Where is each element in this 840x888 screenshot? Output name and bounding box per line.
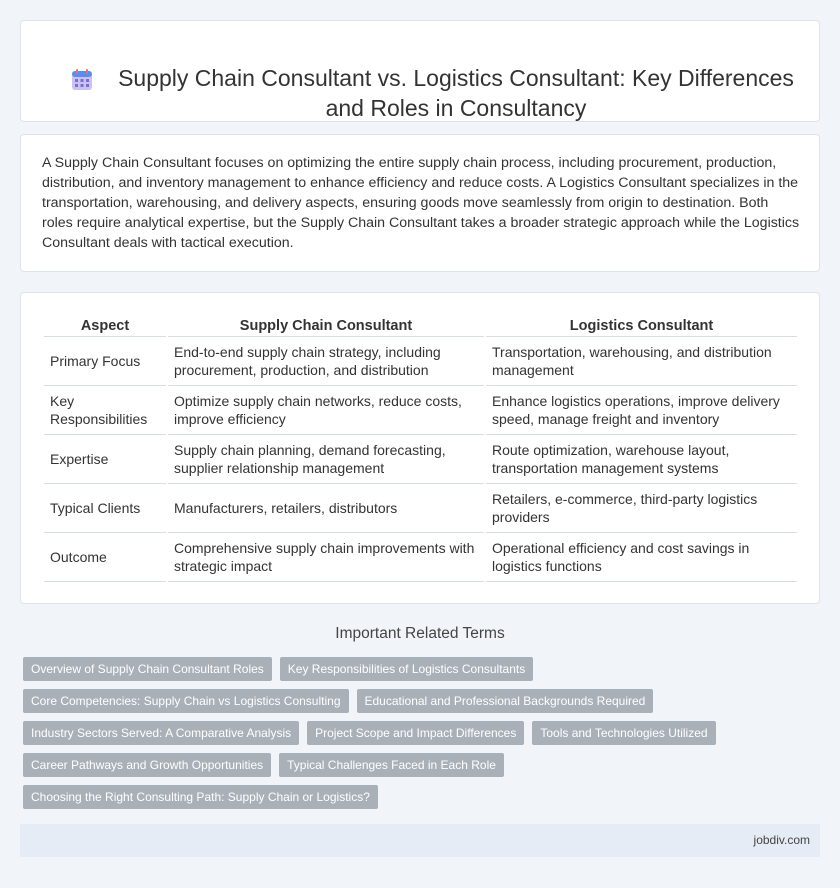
- related-term-tag[interactable]: Project Scope and Impact Differences: [307, 721, 524, 745]
- table-header-row: [44, 313, 797, 337]
- logistics-cell: Enhance logistics operations, improve delivery speed, manage freight and inventory: [486, 386, 797, 435]
- related-term-tag[interactable]: Industry Sectors Served: A Comparative Analysis: [23, 721, 299, 745]
- term-row: [23, 657, 823, 681]
- logistics-cell: Transportation, warehousing, and distribution management: [486, 337, 797, 386]
- summary-text: A Supply Chain Consultant focuses on optimizing the entire supply chain process, including procurement, production, distribution, and inventory management to enhance efficiency and reduce costs. A Logistics Consultant specializes in the transportation, warehousing, and delivery aspects, ensuring goods move seamlessly from origin to destination. Both roles require analytical expertise, but the Supply Chain Consultant takes a broader strategic approach while the Logistics Consultant deals with tactical execution.: [42, 155, 800, 251]
- logistics-cell: Operational efficiency and cost savings in logistics functions: [486, 533, 797, 582]
- table-row: [44, 386, 797, 435]
- related-terms-heading: Important Related Terms: [335, 625, 505, 642]
- related-term-tag[interactable]: Tools and Technologies Utilized: [532, 721, 715, 745]
- summary-card: [20, 134, 820, 272]
- column-header-logistics: Logistics Consultant: [486, 313, 797, 337]
- related-term-tag[interactable]: Choosing the Right Consulting Path: Supply Chain or Logistics?: [23, 785, 378, 809]
- aspect-cell: Expertise: [44, 435, 166, 484]
- supply-chain-cell: Supply chain planning, demand forecasting, supplier relationship management: [168, 435, 484, 484]
- logistics-cell: Route optimization, warehouse layout, transportation management systems: [486, 435, 797, 484]
- table-row: [44, 337, 797, 386]
- table-row: [44, 533, 797, 582]
- comparison-card: [20, 292, 820, 604]
- supply-chain-cell: Optimize supply chain networks, reduce costs, improve efficiency: [168, 386, 484, 435]
- related-term-tag[interactable]: Typical Challenges Faced in Each Role: [279, 753, 504, 777]
- term-row: [23, 753, 823, 777]
- calendar-icon: [70, 68, 94, 92]
- related-term-tag[interactable]: Key Responsibilities of Logistics Consultants: [280, 657, 533, 681]
- supply-chain-cell: Manufacturers, retailers, distributors: [168, 484, 484, 533]
- logistics-cell: Retailers, e-commerce, third-party logistics providers: [486, 484, 797, 533]
- footer: [20, 824, 820, 857]
- related-term-tag[interactable]: Core Competencies: Supply Chain vs Logistics Consulting: [23, 689, 349, 713]
- supply-chain-cell: Comprehensive supply chain improvements with strategic impact: [168, 533, 484, 582]
- term-row: [23, 689, 823, 713]
- comparison-table: [42, 313, 799, 582]
- aspect-cell: Primary Focus: [44, 337, 166, 386]
- column-header-supply-chain: Supply Chain Consultant: [168, 313, 484, 337]
- footer-site-link[interactable]: jobdiv.com: [753, 833, 810, 847]
- table-row: [44, 435, 797, 484]
- title-card: [20, 20, 820, 122]
- related-terms-list: [23, 657, 823, 817]
- term-row: [23, 721, 823, 745]
- aspect-cell: Key Responsibilities: [44, 386, 166, 435]
- page-title: Supply Chain Consultant vs. Logistics Consultant: Key Differences and Roles in Consultancy: [118, 65, 794, 121]
- column-header-aspect: Aspect: [44, 313, 166, 337]
- term-row: [23, 785, 823, 809]
- supply-chain-cell: End-to-end supply chain strategy, including procurement, production, and distribution: [168, 337, 484, 386]
- aspect-cell: Typical Clients: [44, 484, 166, 533]
- related-term-tag[interactable]: Career Pathways and Growth Opportunities: [23, 753, 271, 777]
- table-row: [44, 484, 797, 533]
- related-term-tag[interactable]: Overview of Supply Chain Consultant Roles: [23, 657, 272, 681]
- related-term-tag[interactable]: Educational and Professional Backgrounds Required: [357, 689, 654, 713]
- aspect-cell: Outcome: [44, 533, 166, 582]
